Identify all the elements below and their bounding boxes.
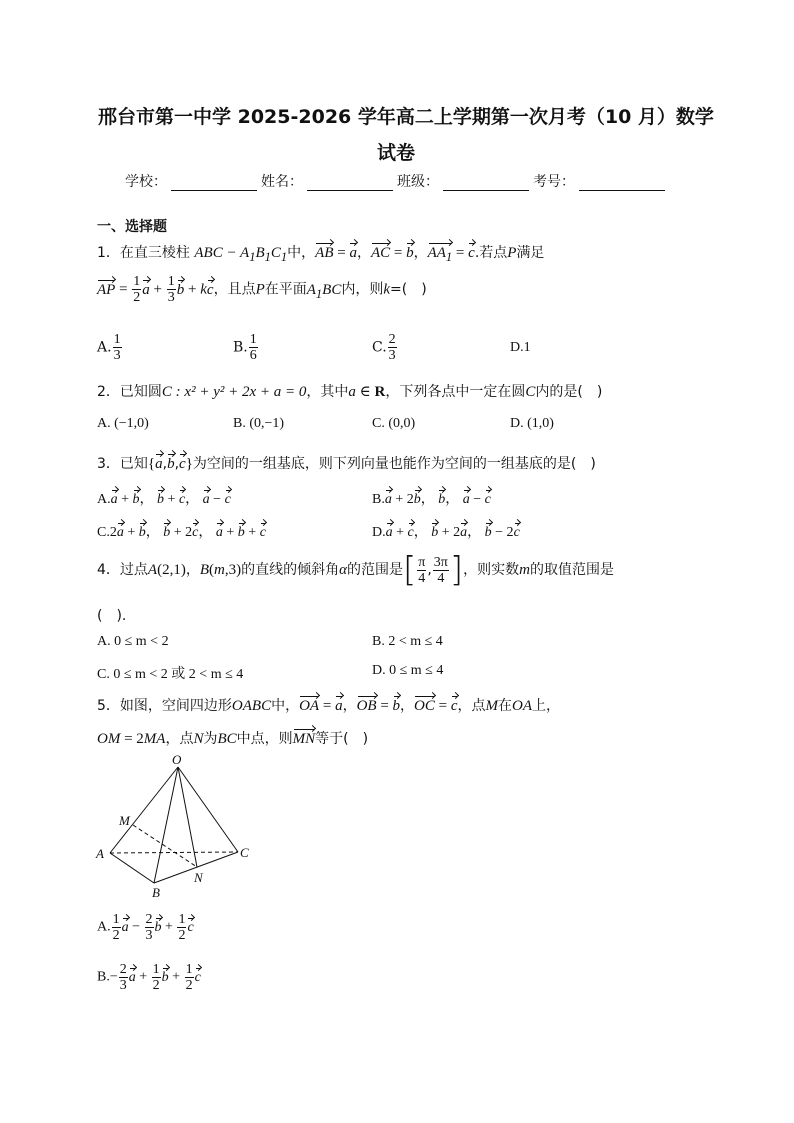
q1-line2: AP = $\frac{1}{2}$ a + $\frac{1}{3}$ b + kc，且点P在平面$A_1BC$内，则k=( )	[97, 274, 427, 305]
label-b: B	[152, 885, 160, 900]
q4-option-b[interactable]: B. 2 < m ≤ 4	[372, 634, 443, 649]
q2-option-d[interactable]: D. (1,0)	[510, 416, 554, 431]
label-c: C	[240, 845, 249, 860]
q2-text4: 内的是( )	[535, 384, 603, 400]
q1-text5: ，且点	[213, 281, 256, 298]
q1-text3: .若点	[474, 245, 508, 261]
class-blank[interactable]	[443, 176, 529, 191]
q3-line: 3．已知{a,b,c}为空间的一组基底，则下列向量也能作为空间的一组基底的是( )	[97, 456, 596, 472]
q3-number: 3．	[97, 456, 120, 472]
q1-option-a[interactable]: A. $\frac{1}{3}$	[97, 332, 121, 363]
q4-text3: 的直线的倾斜角	[241, 562, 340, 578]
name-label: 姓名：	[261, 174, 303, 190]
label-a: A	[96, 846, 104, 861]
q2-option-c[interactable]: C. (0,0)	[372, 416, 416, 431]
school-label: 学校：	[125, 174, 167, 190]
q4-line2: ( ).	[97, 608, 127, 624]
name-blank[interactable]	[307, 176, 393, 191]
q1-text: 在直三棱柱	[119, 245, 190, 261]
q3-option-c[interactable]: C.2a + b， b + 2c， a + b + c	[97, 525, 266, 540]
q3-option-a[interactable]: A.a + b， b + c， a − c	[97, 492, 231, 507]
q2-line: 2．已知圆C : x² + y² + 2x + a = 0，其中a ∈ R，下列各点中一定在圆C内的是( )	[97, 384, 603, 400]
q1-text2: 中，	[287, 245, 316, 261]
q5-text5: 上，	[532, 698, 561, 714]
q4-option-a[interactable]: A. 0 ≤ m < 2	[97, 634, 169, 649]
q2-text: 已知圆	[119, 384, 162, 400]
q2-number: 2．	[97, 384, 120, 400]
q4-line: 4．过点A(2,1)，B(m,3)的直线的倾斜角α的范围是[ $\frac{\pi}{4}$ , $\frac{3\pi}{4}$ ]，则实数m的取值范围是	[97, 550, 614, 590]
q1-number: 1．	[97, 245, 120, 261]
q5-number: 5．	[97, 698, 120, 714]
q5-line1: 5．如图，空间四边形OABC中，OA = a，OB = b，OC = c，点M在OA上，	[97, 698, 561, 714]
tetrahedron-figure	[90, 755, 260, 900]
q5-text: 如图，空间四边形	[119, 698, 232, 714]
q4-text6: 的取值范围是	[529, 562, 614, 578]
page-title-line2: 试卷	[377, 142, 416, 164]
q1-option-d[interactable]: D.1	[510, 340, 531, 355]
q4-text4: 的范围是	[346, 562, 403, 578]
q1-option-b[interactable]: B. $\frac{1}{6}$	[233, 332, 257, 363]
q4-option-c[interactable]: C. 0 ≤ m < 2 或 2 < m ≤ 4	[97, 667, 244, 682]
q1-text7: 内，则	[341, 281, 384, 298]
q5-text7: 为	[203, 731, 218, 747]
q5-text4: 在	[498, 698, 513, 714]
school-blank[interactable]	[171, 176, 257, 191]
class-label: 班级：	[397, 174, 439, 190]
q5-text3: ，点	[457, 698, 486, 714]
q5-line2: OM = 2MA，点N为BC中点，则MN等于( )	[97, 731, 369, 747]
q1-text6: 在平面	[264, 281, 307, 298]
info-line	[125, 171, 669, 191]
q4-text2: ，	[185, 562, 200, 578]
q1-line1: 1．在直三棱柱 ABC − $A_1B_1C_1$中，AB = a，AC = b，$AA_1 = c$.若点P满足	[97, 245, 545, 264]
q3-option-b[interactable]: B.a + 2b， b， a − c	[372, 492, 491, 507]
q1-text8: =( )	[390, 281, 427, 298]
q2-text2: ，其中	[306, 384, 349, 400]
label-o: O	[172, 755, 182, 767]
q3-text: 已知	[119, 456, 148, 472]
q5-option-a[interactable]: A. $\frac{1}{2}$ a − $\frac{2}{3}$ b + $\frac{1}{2}$ c	[97, 912, 194, 943]
q2-equation: C : x² + y² + 2x + a = 0	[161, 384, 307, 400]
q3-text2: 为空间的一组基底，则下列向量也能作为空间的一组基底的是( )	[192, 456, 596, 472]
section-heading: 一、选择题	[97, 219, 167, 235]
q3-option-d[interactable]: D.a + c， b + 2a， b − 2c	[372, 525, 520, 540]
q5-text8: 中点，则	[236, 731, 293, 747]
label-n: N	[194, 870, 203, 885]
q4-option-d[interactable]: D. 0 ≤ m ≤ 4	[372, 663, 444, 678]
q2-text3: ，下列各点中一定在圆	[385, 384, 526, 400]
q5-text9: 等于( )	[315, 731, 369, 747]
q4-text: 过点	[119, 562, 148, 578]
q5-text2: 中，	[271, 698, 300, 714]
q5-text6: ，点	[165, 731, 194, 747]
q2-option-a[interactable]: A. (−1,0)	[97, 416, 149, 431]
q4-number: 4．	[97, 562, 120, 578]
number-label: 考号：	[533, 174, 575, 190]
q4-text5: ，则实数	[463, 562, 520, 578]
page-title: 邢台市第一中学 2025-2026 学年高二上学期第一次月考（10 月）数学	[98, 106, 714, 128]
number-blank[interactable]	[579, 176, 665, 191]
q1-prism: ABC − $A_1B_1C_1$	[194, 245, 288, 264]
q5-option-b[interactable]: B.− $\frac{2}{3}$ a + $\frac{1}{2}$ b + $\frac{1}{2}$ c	[97, 962, 201, 993]
q1-option-c[interactable]: C. $\frac{2}{3}$	[372, 332, 396, 363]
label-m: M	[119, 813, 130, 828]
q1-text4: 满足	[516, 245, 545, 261]
q2-option-b[interactable]: B. (0,−1)	[233, 416, 285, 431]
